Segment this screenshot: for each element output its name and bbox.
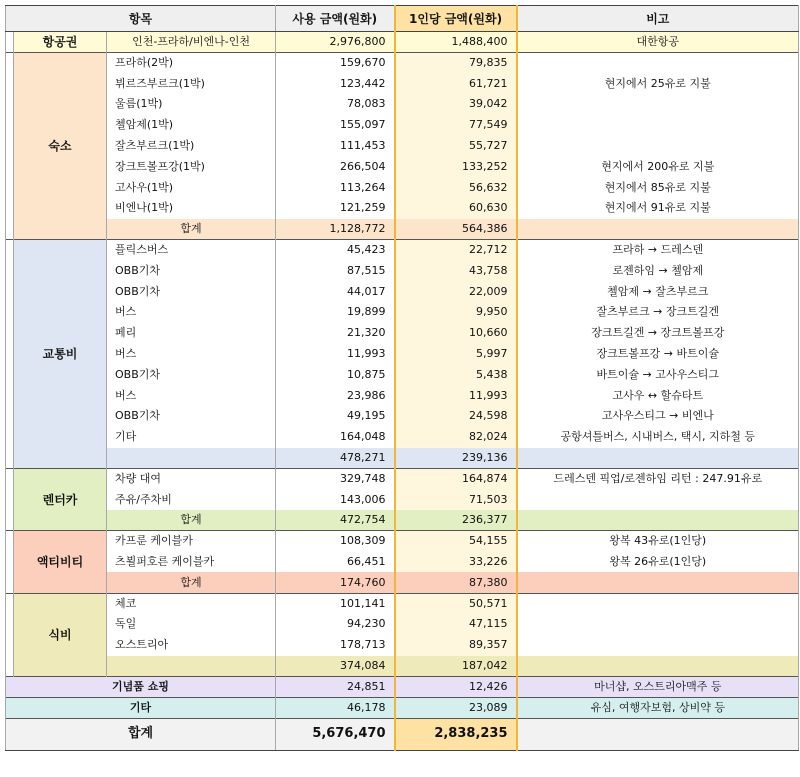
- subtotal-amount: 478,271: [276, 448, 395, 469]
- per-person-cell: 89,357: [395, 635, 517, 656]
- subtotal-row: [6, 219, 799, 240]
- table-row: [6, 697, 799, 718]
- note-cell: [517, 593, 799, 614]
- per-person-cell: 5,997: [395, 344, 517, 365]
- item-label: 인천-프라하/비엔나-인천: [107, 32, 276, 53]
- amount-cell: 159,670: [276, 53, 395, 74]
- subtotal-per-person: 236,377: [395, 510, 517, 531]
- table-row: [6, 156, 799, 177]
- category-lodging: 숙소: [14, 53, 107, 240]
- subtotal-amount: 374,084: [276, 656, 395, 677]
- item-label: 비엔나(1박): [107, 198, 276, 219]
- grand-total-note: [517, 718, 799, 750]
- amount-cell: 108,309: [276, 531, 395, 552]
- note-cell: 고사우스티그 → 비엔나: [517, 406, 799, 427]
- subtotal-note: [517, 656, 799, 677]
- per-person-cell: 43,758: [395, 260, 517, 281]
- subtotal-note: [517, 448, 799, 469]
- amount-cell: 111,453: [276, 136, 395, 157]
- table-row: [6, 281, 799, 302]
- grand-total-per-person: 2,838,235: [395, 718, 517, 750]
- item-label: OBB기차: [107, 406, 276, 427]
- amount-cell: 21,320: [276, 323, 395, 344]
- amount-cell: 23,986: [276, 385, 395, 406]
- note-cell: 첼암제 → 잘츠부르크: [517, 281, 799, 302]
- grand-total-label: 합계: [6, 718, 276, 750]
- per-person-cell: 23,089: [395, 697, 517, 718]
- item-label: 고사우(1박): [107, 177, 276, 198]
- table-row: [6, 406, 799, 427]
- amount-cell: 94,230: [276, 614, 395, 635]
- header-amount: 사용 금액(원화): [276, 6, 395, 32]
- subtotal-amount: 1,128,772: [276, 219, 395, 240]
- subtotal-label: 합계: [107, 219, 276, 240]
- group-strip: [6, 593, 14, 676]
- note-cell: [517, 94, 799, 115]
- item-label: 독일: [107, 614, 276, 635]
- subtotal-label: [107, 656, 276, 677]
- table-row: [6, 676, 799, 697]
- header-per-person: 1인당 금액(원화): [395, 6, 517, 32]
- item-label: OBB기차: [107, 281, 276, 302]
- note-cell: 로젠하임 → 첼암제: [517, 260, 799, 281]
- amount-cell: 45,423: [276, 240, 395, 261]
- amount-cell: 123,442: [276, 73, 395, 94]
- table-row: [6, 552, 799, 573]
- table-row: [6, 427, 799, 448]
- table-row: [6, 344, 799, 365]
- amount-cell: 87,515: [276, 260, 395, 281]
- amount-cell: 164,048: [276, 427, 395, 448]
- amount-cell: 46,178: [276, 697, 395, 718]
- subtotal-label: 합계: [107, 572, 276, 593]
- subtotal-row: [6, 572, 799, 593]
- subtotal-per-person: 239,136: [395, 448, 517, 469]
- item-label: 기타: [107, 427, 276, 448]
- subtotal-per-person: 87,380: [395, 572, 517, 593]
- amount-cell: 155,097: [276, 115, 395, 136]
- note-cell: [517, 136, 799, 157]
- per-person-cell: 61,721: [395, 73, 517, 94]
- table-row: [6, 323, 799, 344]
- note-cell: [517, 53, 799, 74]
- table-row: [6, 53, 799, 74]
- table-row: [6, 136, 799, 157]
- table-row: [6, 198, 799, 219]
- amount-cell: 266,504: [276, 156, 395, 177]
- item-label: 버스: [107, 385, 276, 406]
- subtotal-amount: 472,754: [276, 510, 395, 531]
- subtotal-per-person: 187,042: [395, 656, 517, 677]
- per-person-cell: 9,950: [395, 302, 517, 323]
- note-cell: 현지에서 25유로 지불: [517, 73, 799, 94]
- subtotal-note: [517, 219, 799, 240]
- amount-cell: 143,006: [276, 489, 395, 510]
- note-cell: 장크트볼프강 → 바트이슐: [517, 344, 799, 365]
- note-cell: 잘츠부르크 → 장크트길겐: [517, 302, 799, 323]
- amount-cell: 66,451: [276, 552, 395, 573]
- grand-total-amount: 5,676,470: [276, 718, 395, 750]
- note-cell: 장크트길겐 → 장크트볼프강: [517, 323, 799, 344]
- subtotal-row: [6, 448, 799, 469]
- note-cell: 현지에서 91유로 지불: [517, 198, 799, 219]
- category-misc: 기타: [6, 697, 276, 718]
- per-person-cell: 33,226: [395, 552, 517, 573]
- subtotal-per-person: 564,386: [395, 219, 517, 240]
- item-label: 잘츠부르크(1박): [107, 136, 276, 157]
- table-row: [6, 73, 799, 94]
- item-label: 차량 대여: [107, 468, 276, 489]
- note-cell: [517, 635, 799, 656]
- note-cell: 공항셔틀버스, 시내버스, 택시, 지하철 등: [517, 427, 799, 448]
- per-person-cell: 22,009: [395, 281, 517, 302]
- per-person-cell: 79,835: [395, 53, 517, 74]
- group-strip: [6, 468, 14, 530]
- table-row: [6, 635, 799, 656]
- table-row: [6, 614, 799, 635]
- table-row: [6, 302, 799, 323]
- subtotal-label: 합계: [107, 510, 276, 531]
- note-cell: 현지에서 85유로 지불: [517, 177, 799, 198]
- per-person-cell: 164,874: [395, 468, 517, 489]
- note-cell: 대한항공: [517, 32, 799, 53]
- per-person-cell: 22,712: [395, 240, 517, 261]
- item-label: 버스: [107, 344, 276, 365]
- amount-cell: 10,875: [276, 364, 395, 385]
- amount-cell: 329,748: [276, 468, 395, 489]
- item-label: 버스: [107, 302, 276, 323]
- item-label: 첼암제(1박): [107, 115, 276, 136]
- amount-cell: 11,993: [276, 344, 395, 365]
- per-person-cell: 77,549: [395, 115, 517, 136]
- grand-total-row: [6, 718, 799, 750]
- note-cell: 왕복 26유로(1인당): [517, 552, 799, 573]
- item-label: 페리: [107, 323, 276, 344]
- item-label: 츠뵐퍼호른 케이블카: [107, 552, 276, 573]
- per-person-cell: 39,042: [395, 94, 517, 115]
- table-row: [6, 115, 799, 136]
- item-label: 주유/주차비: [107, 489, 276, 510]
- amount-cell: 121,259: [276, 198, 395, 219]
- item-label: OBB기차: [107, 260, 276, 281]
- table-row: [6, 385, 799, 406]
- table-row: [6, 364, 799, 385]
- group-strip: [6, 53, 14, 240]
- per-person-cell: 50,571: [395, 593, 517, 614]
- item-label: 장크트볼프강(1박): [107, 156, 276, 177]
- per-person-cell: 71,503: [395, 489, 517, 510]
- note-cell: 마너샵, 오스트리아맥주 등: [517, 676, 799, 697]
- subtotal-note: [517, 572, 799, 593]
- item-label: 울름(1박): [107, 94, 276, 115]
- per-person-cell: 24,598: [395, 406, 517, 427]
- amount-cell: 113,264: [276, 177, 395, 198]
- header-note: 비고: [517, 6, 799, 32]
- per-person-cell: 11,993: [395, 385, 517, 406]
- item-label: 뷔르즈부르크(1박): [107, 73, 276, 94]
- table-row: [6, 260, 799, 281]
- expense-table: [5, 5, 799, 751]
- header-item: 항목: [6, 6, 276, 32]
- category-souvenir: 기념품 쇼핑: [6, 676, 276, 697]
- amount-cell: 19,899: [276, 302, 395, 323]
- table-body: [6, 32, 799, 751]
- subtotal-amount: 174,760: [276, 572, 395, 593]
- note-cell: 바트이슐 → 고사우스티그: [517, 364, 799, 385]
- subtotal-label: [107, 448, 276, 469]
- table-row: [6, 593, 799, 614]
- note-cell: 고사우 ↔ 할슈타트: [517, 385, 799, 406]
- group-strip: [6, 32, 14, 53]
- note-cell: 유심, 여행자보험, 상비약 등: [517, 697, 799, 718]
- item-label: 오스트리아: [107, 635, 276, 656]
- table-row: [6, 240, 799, 261]
- per-person-cell: 133,252: [395, 156, 517, 177]
- amount-cell: 44,017: [276, 281, 395, 302]
- note-cell: [517, 115, 799, 136]
- per-person-cell: 5,438: [395, 364, 517, 385]
- per-person-cell: 82,024: [395, 427, 517, 448]
- item-label: 플릭스버스: [107, 240, 276, 261]
- per-person-cell: 55,727: [395, 136, 517, 157]
- note-cell: 현지에서 200유로 지불: [517, 156, 799, 177]
- note-cell: [517, 489, 799, 510]
- amount-cell: 101,141: [276, 593, 395, 614]
- per-person-cell: 12,426: [395, 676, 517, 697]
- item-label: OBB기차: [107, 364, 276, 385]
- group-strip: [6, 240, 14, 469]
- table-row: [6, 531, 799, 552]
- table-row: [6, 32, 799, 53]
- category-food: 식비: [14, 593, 107, 676]
- per-person-cell: 1,488,400: [395, 32, 517, 53]
- table-row: [6, 177, 799, 198]
- amount-cell: 49,195: [276, 406, 395, 427]
- header-row: [6, 6, 799, 32]
- subtotal-row: [6, 510, 799, 531]
- note-cell: 드레스덴 픽업/로젠하임 리턴 : 247.91유로: [517, 468, 799, 489]
- category-activity: 액티비티: [14, 531, 107, 593]
- note-cell: 왕복 43유로(1인당): [517, 531, 799, 552]
- item-label: 프라하(2박): [107, 53, 276, 74]
- amount-cell: 78,083: [276, 94, 395, 115]
- item-label: 카프룬 케이블카: [107, 531, 276, 552]
- subtotal-row: [6, 656, 799, 677]
- per-person-cell: 10,660: [395, 323, 517, 344]
- table-row: [6, 489, 799, 510]
- note-cell: 프라하 → 드레스덴: [517, 240, 799, 261]
- category-airfare: 항공권: [14, 32, 107, 53]
- subtotal-note: [517, 510, 799, 531]
- amount-cell: 24,851: [276, 676, 395, 697]
- per-person-cell: 54,155: [395, 531, 517, 552]
- amount-cell: 2,976,800: [276, 32, 395, 53]
- group-strip: [6, 531, 14, 593]
- category-rentcar: 렌터카: [14, 468, 107, 530]
- amount-cell: 178,713: [276, 635, 395, 656]
- item-label: 체코: [107, 593, 276, 614]
- per-person-cell: 60,630: [395, 198, 517, 219]
- category-transport: 교통비: [14, 240, 107, 469]
- note-cell: [517, 614, 799, 635]
- per-person-cell: 56,632: [395, 177, 517, 198]
- table-row: [6, 94, 799, 115]
- per-person-cell: 47,115: [395, 614, 517, 635]
- table-row: [6, 468, 799, 489]
